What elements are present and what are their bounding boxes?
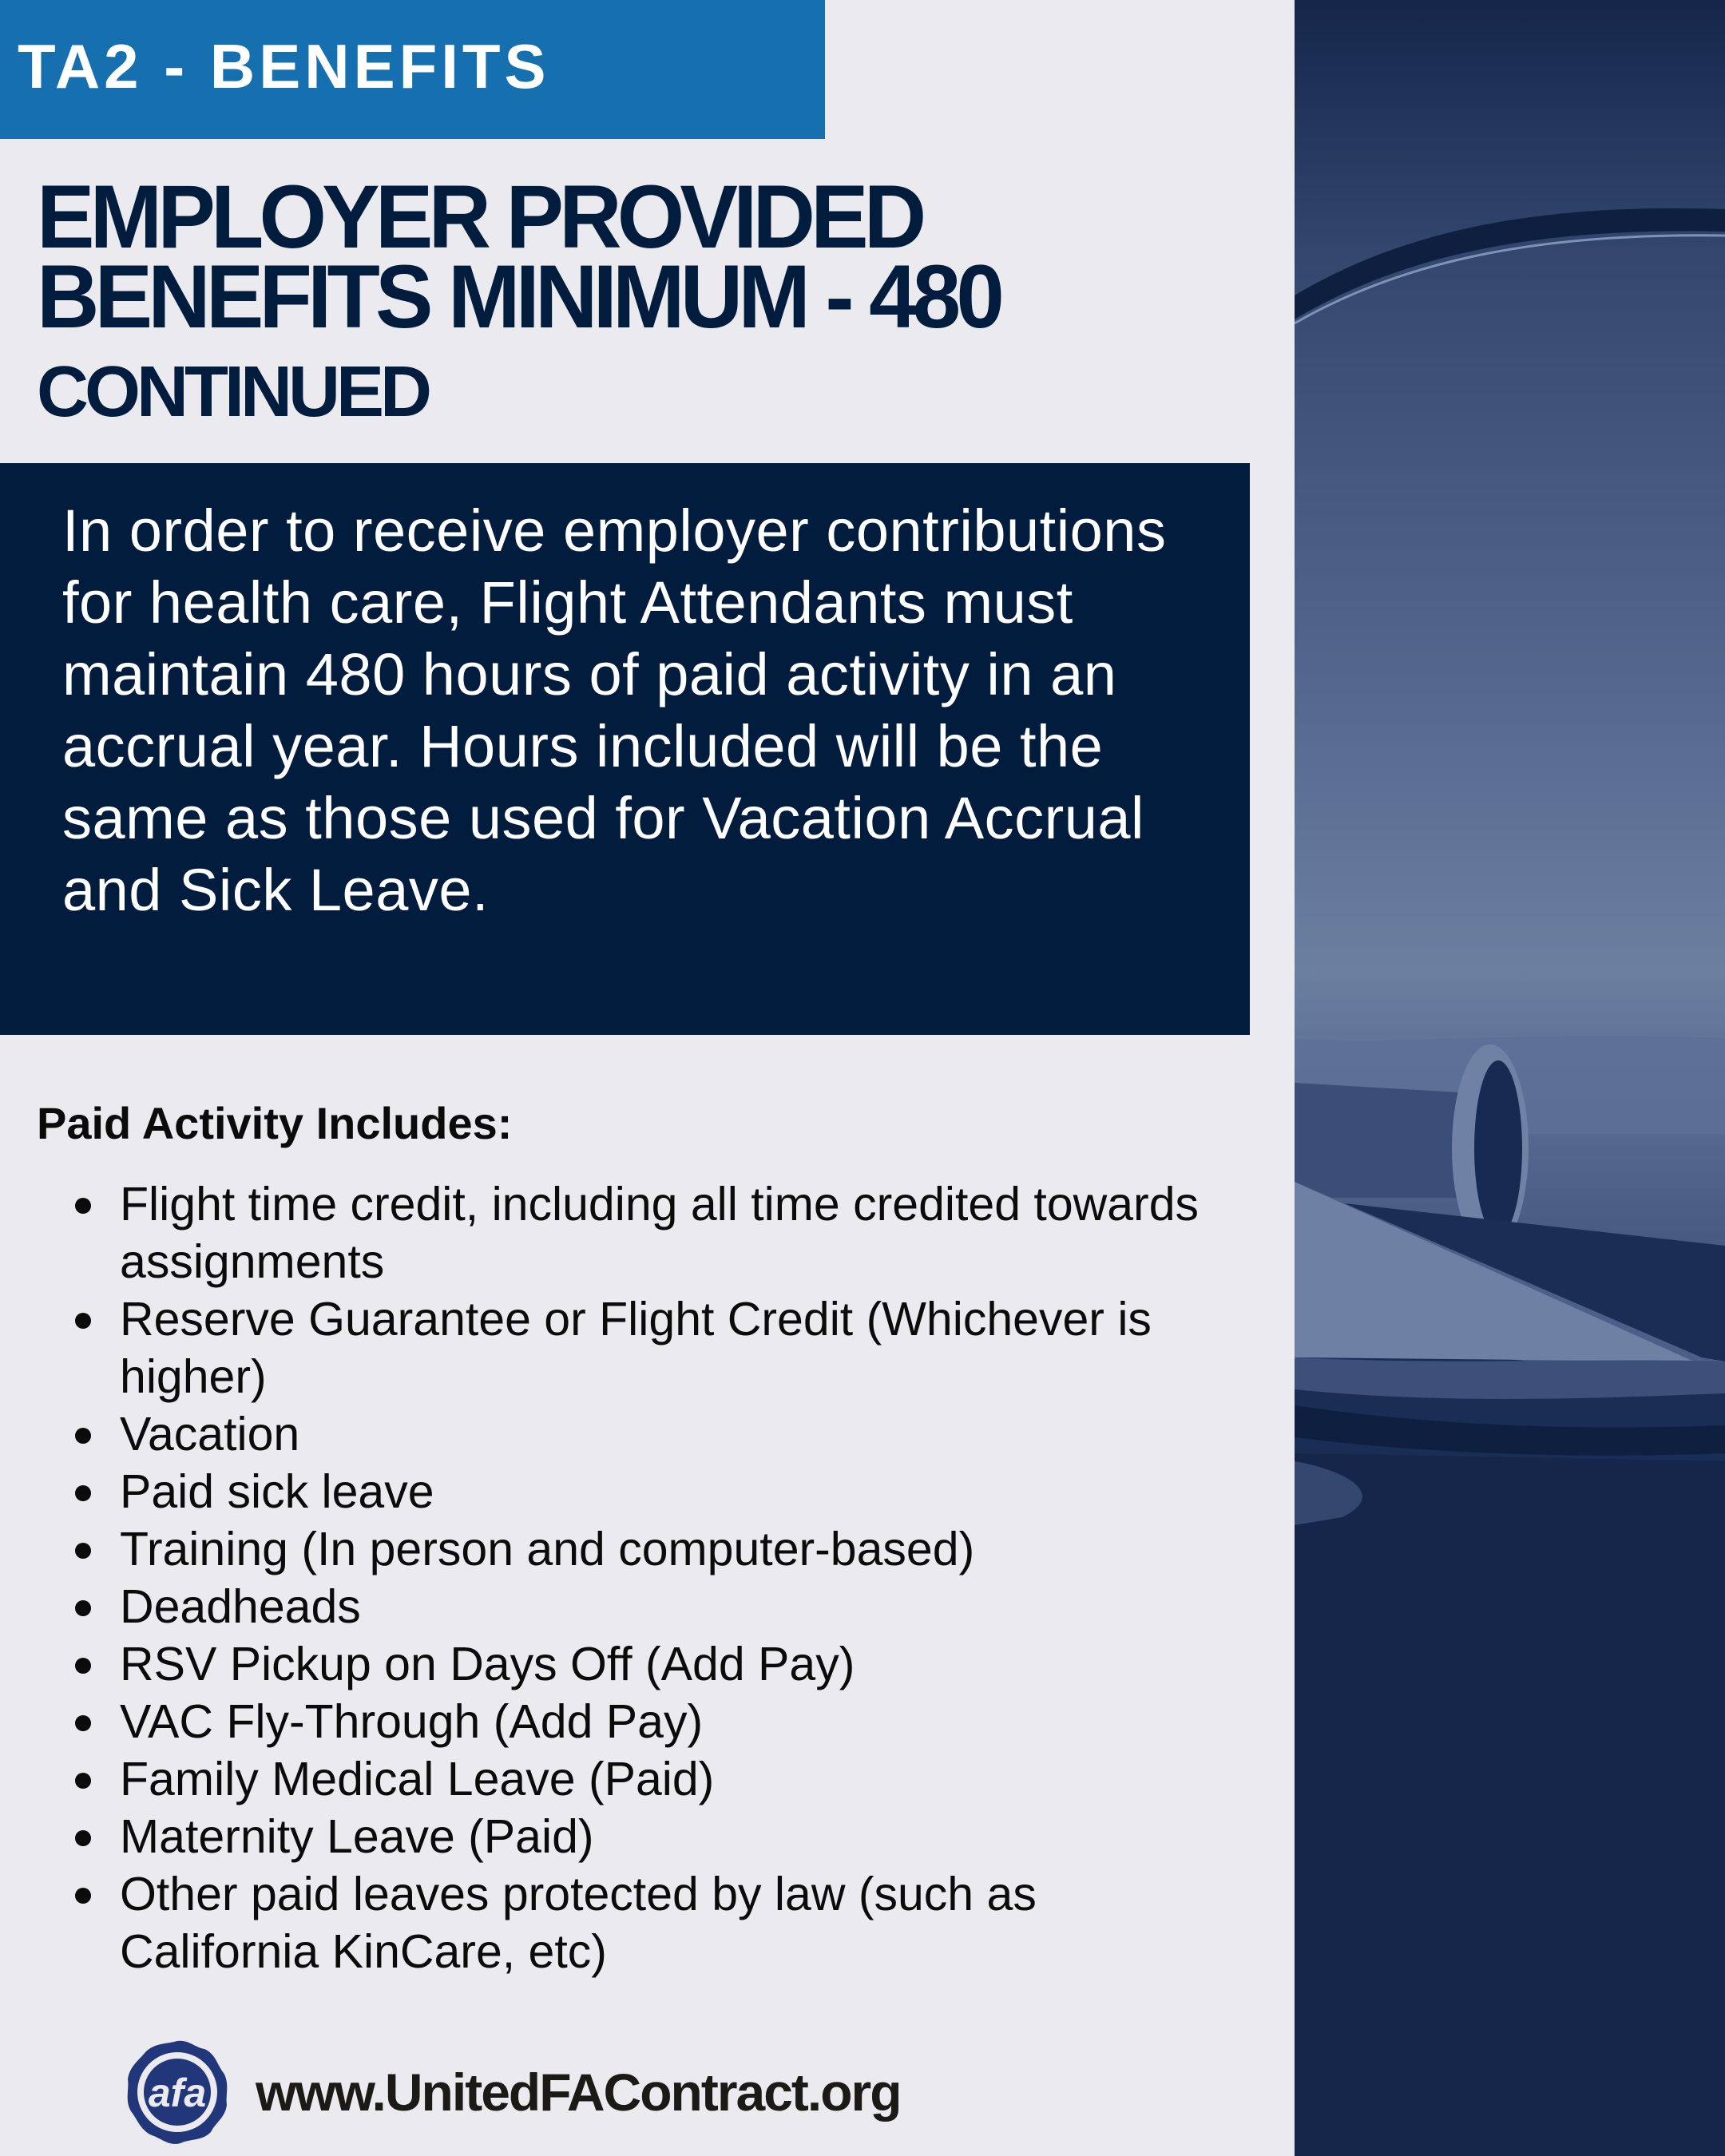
- bullet-icon: [75, 1485, 91, 1501]
- bullet-icon: [75, 1313, 91, 1329]
- bullet-icon: [75, 1428, 91, 1444]
- bullet-icon: [75, 1198, 91, 1214]
- bullet-icon: [75, 1773, 91, 1789]
- list-item: Reserve Guarantee or Flight Credit (Whichever is higher): [0, 1290, 1246, 1405]
- section-label: TA2 - BENEFITS: [18, 31, 550, 101]
- bullet-icon: [75, 1600, 91, 1616]
- bullet-icon: [75, 1715, 91, 1731]
- title-line-2: BENEFITS MINIMUM - 480: [37, 247, 1000, 347]
- website-link[interactable]: www.UnitedFAContract.org: [256, 2063, 901, 2122]
- page-subtitle: CONTINUED: [37, 352, 428, 432]
- bullet-icon: [75, 1888, 91, 1904]
- svg-text:afa: afa: [148, 2071, 207, 2115]
- intro-box: [0, 463, 1250, 1035]
- bullet-icon: [75, 1658, 91, 1674]
- list-item: Deadheads: [0, 1578, 1246, 1635]
- intro-text: In order to receive employer contributions for health care, Flight Attendants must maintain 480 hours of paid activity in an accrual year. Hours included will be the same as those used for Vacation Accrual and Sick Leave.: [62, 497, 1167, 923]
- list-item: Flight time credit, including all time credited towards assignments: [0, 1175, 1246, 1290]
- list-item: Training (In person and computer-based): [0, 1520, 1246, 1578]
- section-banner: [0, 0, 825, 139]
- paid-activity-list: [0, 1175, 1246, 1980]
- bullet-icon: [75, 1543, 91, 1559]
- page-title: [37, 167, 1000, 347]
- footer: [121, 2044, 901, 2140]
- list-item: Family Medical Leave (Paid): [0, 1750, 1246, 1808]
- list-item: Paid sick leave: [0, 1463, 1246, 1520]
- list-item: Maternity Leave (Paid): [0, 1808, 1246, 1865]
- airplane-wing-illustration: [1295, 0, 1725, 2156]
- paid-activity-heading: Paid Activity Includes:: [37, 1098, 513, 1148]
- list-item: Vacation: [0, 1405, 1246, 1463]
- airplane-window-photo: [1295, 0, 1725, 2156]
- afa-logo-icon: [121, 2036, 233, 2148]
- list-item: RSV Pickup on Days Off (Add Pay): [0, 1635, 1246, 1693]
- list-item: VAC Fly-Through (Add Pay): [0, 1693, 1246, 1750]
- list-item: Other paid leaves protected by law (such as California KinCare, etc): [0, 1865, 1246, 1980]
- bullet-icon: [75, 1830, 91, 1846]
- title-line-1: EMPLOYER PROVIDED: [37, 167, 922, 267]
